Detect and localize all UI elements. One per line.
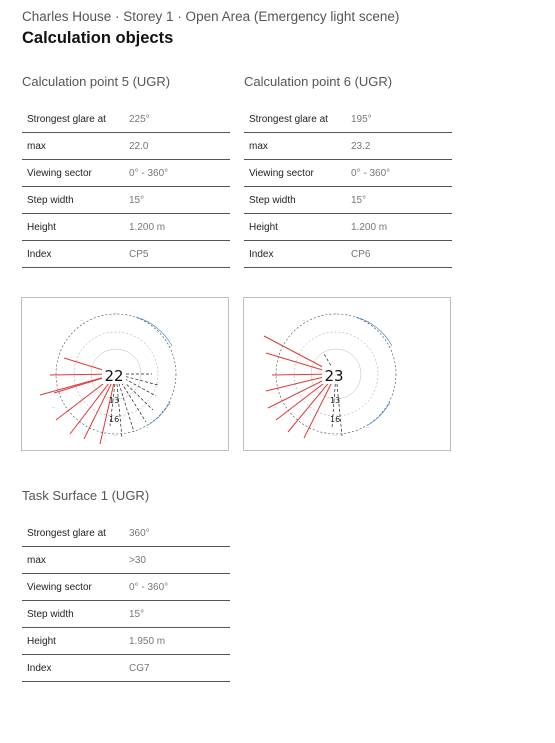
outer-value: 16: [109, 415, 120, 424]
inner-value: 13: [109, 396, 120, 405]
blue-arcs: [356, 317, 392, 425]
table-row: [244, 187, 452, 214]
row-value: >30: [129, 554, 146, 566]
tick-mark: ‧‧‧: [146, 426, 150, 430]
row-value: 15°: [129, 608, 145, 620]
table-row: [22, 160, 230, 187]
table-row: [244, 106, 452, 133]
blue-arc: [356, 317, 392, 346]
ugr-polar-plot: [244, 298, 450, 450]
tick-mark: ‧‧‧: [366, 320, 370, 324]
row-label: Index: [249, 248, 274, 260]
table-row: [22, 601, 230, 628]
table-row: [244, 241, 452, 268]
row-label: Viewing sector: [249, 167, 314, 179]
table-row: [244, 214, 452, 241]
tick-mark: ‧‧‧: [334, 434, 338, 438]
breadcrumb: Charles House · Storey 1 · Open Area (Emergency light scene): [22, 9, 400, 24]
row-label: Step width: [249, 194, 296, 206]
props-table-cp6: [244, 106, 452, 268]
table-row: [22, 133, 230, 160]
ugr-polar-plot: [22, 298, 228, 450]
center-value: 22: [104, 367, 124, 385]
row-value: 0° - 360°: [129, 581, 169, 593]
row-label: Step width: [27, 608, 74, 620]
section-title-task-surface: Task Surface 1 (UGR): [22, 488, 150, 503]
row-label: Index: [27, 248, 52, 260]
blue-arcs: [136, 317, 172, 425]
table-row: [22, 574, 230, 601]
table-row: [22, 241, 230, 268]
row-value: 22.0: [129, 140, 149, 152]
row-value: 0° - 360°: [351, 167, 391, 179]
section-title-cp6: Calculation point 6 (UGR): [244, 74, 393, 89]
row-label: max: [27, 554, 46, 566]
row-value: 15°: [129, 194, 145, 206]
row-value: 225°: [129, 113, 150, 125]
tick-mark: ‧‧‧: [52, 406, 56, 410]
row-value: CP5: [129, 248, 149, 260]
outer-value: 16: [330, 415, 341, 424]
blue-arc: [136, 317, 172, 346]
table-row: [244, 133, 452, 160]
row-label: Strongest glare at: [27, 527, 106, 539]
page-title: Calculation objects: [22, 29, 174, 47]
row-value: 1.200 m: [351, 221, 388, 233]
tick-mark: ‧‧‧: [80, 319, 84, 323]
blue-arc: [148, 402, 170, 425]
row-value: 360°: [129, 527, 150, 539]
tick-mark: ‧‧‧: [168, 345, 172, 349]
row-label: Height: [27, 221, 56, 233]
row-label: Height: [249, 221, 278, 233]
section-title-cp5: Calculation point 5 (UGR): [22, 74, 171, 89]
row-label: Strongest glare at: [249, 113, 328, 125]
center-value: 23: [324, 367, 344, 385]
props-table-task-surface: [22, 520, 230, 682]
row-label: Strongest glare at: [27, 113, 106, 125]
row-label: Viewing sector: [27, 581, 92, 593]
tick-mark: ‧‧‧: [388, 345, 392, 349]
table-row: [22, 520, 230, 547]
row-label: max: [249, 140, 268, 152]
row-value: 23.2: [351, 140, 371, 152]
table-row: [22, 655, 230, 682]
table-row: [22, 214, 230, 241]
row-value: 0° - 360°: [129, 167, 169, 179]
row-label: Step width: [27, 194, 74, 206]
tick-mark: ‧‧‧: [114, 434, 118, 438]
row-value: 1.200 m: [129, 221, 166, 233]
row-value: 15°: [351, 194, 367, 206]
blue-arc: [368, 402, 390, 425]
ugr-diagram-cp5: [21, 297, 229, 451]
table-row: [22, 628, 230, 655]
row-value: 1.950 m: [129, 635, 166, 647]
row-value: CP6: [351, 248, 371, 260]
tick-mark: ‧‧‧: [274, 406, 278, 410]
table-row: [22, 106, 230, 133]
row-label: Index: [27, 662, 52, 674]
row-value: 195°: [351, 113, 372, 125]
row-label: max: [27, 140, 46, 152]
row-label: Viewing sector: [27, 167, 92, 179]
tick-mark: ‧‧‧: [168, 403, 172, 407]
table-row: [22, 547, 230, 574]
tick-mark: ‧‧‧: [366, 426, 370, 430]
tick-mark: ‧‧‧: [388, 403, 392, 407]
tick-mark: ‧‧‧: [302, 319, 306, 323]
table-row: [22, 187, 230, 214]
tick-mark: ‧‧‧: [334, 312, 338, 316]
row-value: CG7: [129, 662, 150, 674]
row-label: Height: [27, 635, 56, 647]
tick-mark: ‧‧‧: [114, 312, 118, 316]
ugr-diagram-cp6: [243, 297, 451, 451]
tick-mark: ‧‧‧: [146, 320, 150, 324]
table-row: [244, 160, 452, 187]
inner-value: 13: [330, 396, 341, 405]
props-table-cp5: [22, 106, 230, 268]
